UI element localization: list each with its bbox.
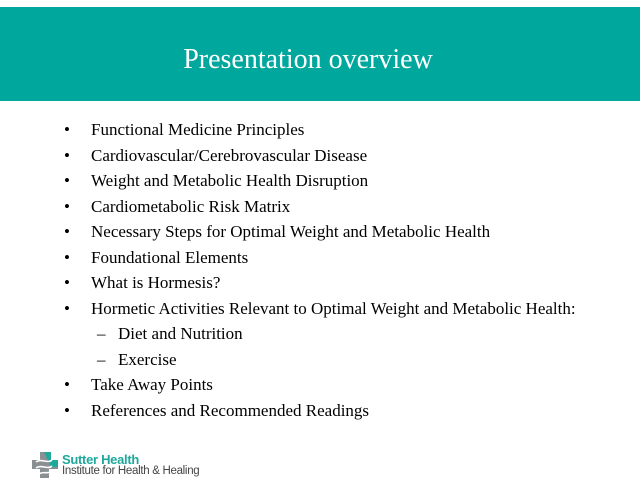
list-item-text: Cardiovascular/Cerebrovascular Disease — [91, 145, 368, 165]
dash-bullet: – — [97, 324, 106, 343]
bullet-dot: • — [64, 145, 70, 165]
logo-subtitle: Institute for Health & Healing — [62, 465, 200, 477]
list-item-text: Necessary Steps for Optimal Weight and Metabolic Health — [91, 222, 491, 241]
list-item-text: Exercise — [118, 349, 177, 369]
sutter-health-logo — [30, 448, 200, 480]
list-item-text: Diet and Nutrition — [118, 324, 243, 343]
bullet-dot: • — [64, 120, 70, 139]
bullet-dot: • — [64, 400, 70, 420]
list-item-text: References and Recommended Readings — [91, 400, 370, 420]
bullet-dot: • — [64, 247, 70, 267]
bullet-dot: • — [64, 273, 70, 292]
list-item-text: Cardiometabolic Risk Matrix — [91, 196, 291, 216]
slide-title: Presentation overview — [183, 44, 433, 75]
bullet-dot: • — [64, 375, 70, 394]
dash-bullet: – — [97, 349, 106, 369]
list-item-text: What is Hormesis? — [91, 273, 221, 292]
bullet-dot: • — [64, 196, 70, 216]
bullet-dot: • — [64, 171, 70, 190]
bullet-dot: • — [64, 298, 70, 318]
medical-cross-icon — [30, 450, 60, 480]
list-item-text: Functional Medicine Principles — [91, 120, 305, 139]
list-item-text: Take Away Points — [91, 375, 213, 394]
bullet-dot: • — [64, 222, 70, 241]
list-item-text: Hormetic Activities Relevant to Optimal Weight and Metabolic Health: — [91, 298, 576, 318]
logo-name: Sutter Health — [62, 452, 140, 467]
list-item-text: Weight and Metabolic Health Disruption — [91, 171, 369, 190]
list-item-text: Foundational Elements — [91, 247, 249, 267]
title-banner — [0, 7, 640, 101]
